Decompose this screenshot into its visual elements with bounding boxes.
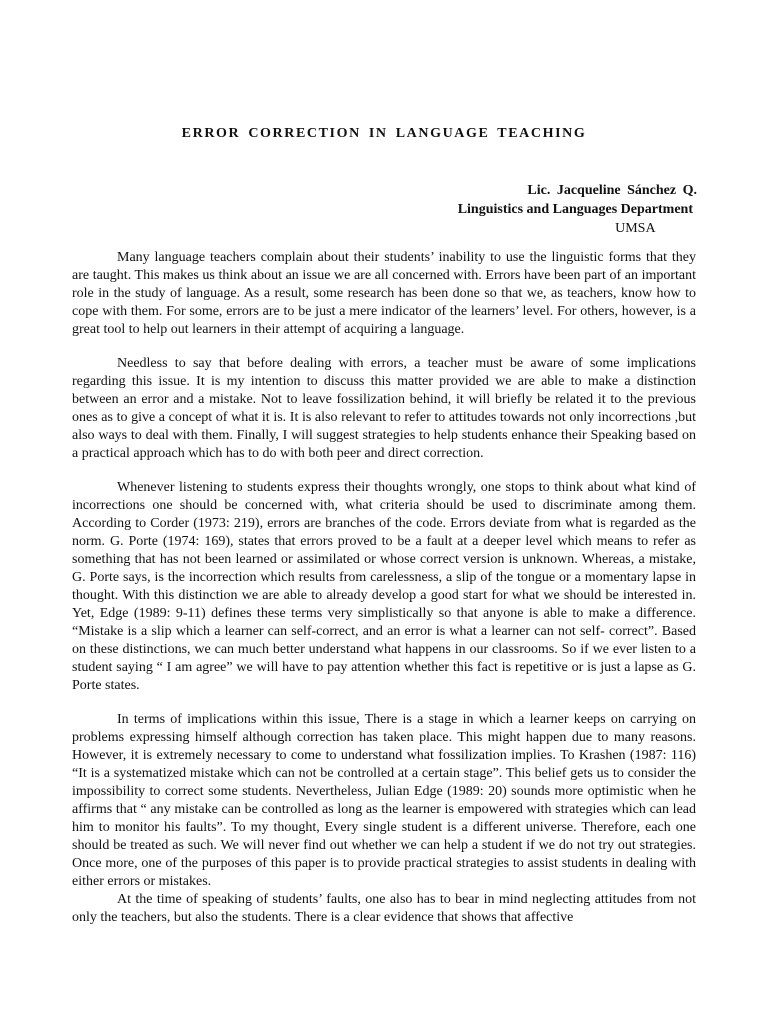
- paragraph-4: In terms of implications within this issue, There is a stage in which a learner keeps on carrying on problems expressing himself although correction has taken place. This might happen due to many reasons. However, it is extremely necessary to come to understand what fossilization implies. To Krashen (1987: 116) “It is a systematized mistake which can not be controlled at a certain stage”. This belief gets us to consider the impossibility to correct some students. Nevertheless, Julian Edge (1989: 20) sounds more optimistic when he affirms that “ any mistake can be controlled as long as the learner is empowered with strategies which can lead him to monitor his faults”. To my thought, Every single student is a different universe. Therefore, each one should be treated as such. We will never find out whether we can help a student if we do not try out strategies. Once more, one of the purposes of this paper is to provide practical strategies to assist students in dealing with either errors or mistakes.: [72, 712, 696, 889]
- paragraph-2: Needless to say that before dealing with errors, a teacher must be aware of some implications regarding this issue. It is my intention to discuss this matter provided we are able to make a distinction between an error and a mistake. Not to leave fossilization behind, it will briefly be related it to the previous ones as to give a concept of what it is. It is also relevant to refer to attitudes towards not only incorrections ,but also ways to deal with them. Finally, I will suggest strategies to help students enhance their Speaking based on a practical approach which has to do with both peer and direct correction.: [72, 356, 696, 461]
- author-institution: UMSA: [615, 221, 656, 236]
- paragraph-1: Many language teachers complain about their students’ inability to use the linguistic forms that they are taught. This makes us think about an issue we are all concerned with. Errors have been part of an important role in the study of language. As a result, some research has been done so that we, as teachers, know how to cope with them. For some, errors are to be just a mere indicator of the learners’ level. For others, however, is a great tool to help out learners in their attempt of acquiring a language.: [72, 250, 696, 337]
- author-name: Lic. Jacqueline Sánchez Q.: [527, 183, 697, 198]
- document-title: ERROR CORRECTION IN LANGUAGE TEACHING: [181, 126, 587, 141]
- document-body: [72, 249, 696, 927]
- paragraph-5: At the time of speaking of students’ faults, one also has to bear in mind neglecting attitudes from not only the teachers, but also the students. There is a clear evidence that shows that affective: [72, 892, 696, 925]
- author-block: [457, 181, 697, 238]
- author-department: Linguistics and Languages Department: [457, 202, 693, 217]
- paragraph-3: Whenever listening to students express their thoughts wrongly, one stops to think about what kind of incorrections one should be concerned with, what criteria should be used to discriminate among them. According to Corder (1973: 219), errors are branches of the code. Errors deviate from what is regarded as the norm. G. Porte (1974: 169), states that errors proved to be a fault at a deeper level which means to refer as something that has not been learned or assimilated or whose correct version is unknown. Whereas, a mistake, G. Porte says, is the incorrection which results from carelessness, a slip of the tongue or a momentary lapse in thought. With this distinction we are able to already develop a good start for what we should be interested in. Yet, Edge (1989: 9-11) defines these terms very simplistically so that anyone is able to make a difference. “Mistake is a slip which a learner can self-correct, and an error is what a learner can not self- correct”. Based on these distinctions, we can much better understand what happens in our classrooms. So if we ever listen to a student saying “ I am agree” we will have to pay attention whether this fact is repetitive or is just a lapse as G. Porte states.: [72, 480, 696, 693]
